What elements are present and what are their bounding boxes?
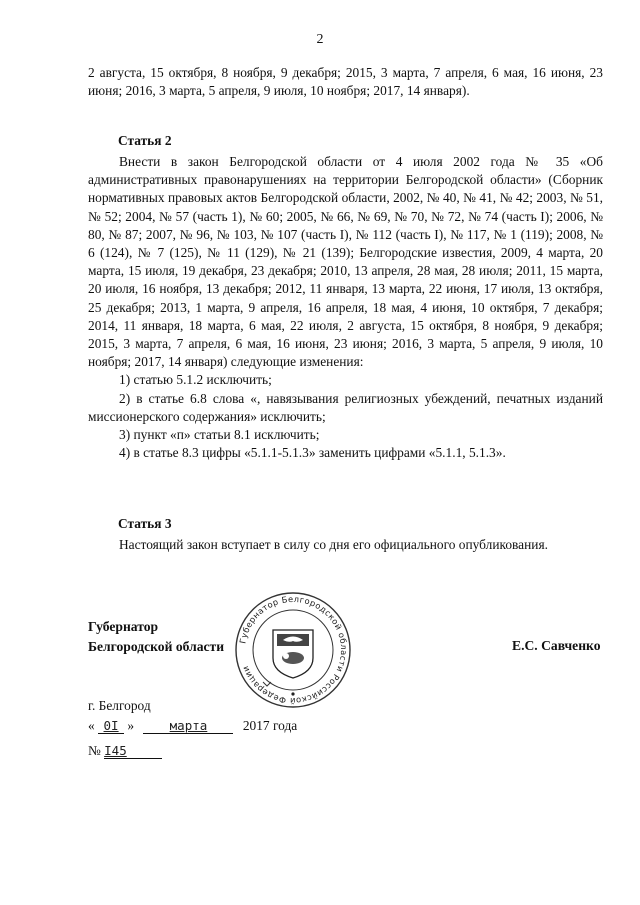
- signatory-name: Е.С. Савченко: [512, 638, 601, 653]
- law-number-value: I45: [104, 743, 162, 759]
- date-day: 0I: [98, 718, 124, 734]
- date-year: 2017 года: [242, 718, 298, 733]
- law-number-prefix: №: [88, 743, 101, 758]
- date-month: марта: [143, 718, 233, 734]
- continued-text: 2 августа, 15 октября, 8 ноября, 9 декабря; 2015, 3 марта, 7 апреля, 6 мая, 16 июня, 23 июня; 2016, 3 марта, 5 апреля, 9 июля, 10 ноября; 2017, 14 января).: [88, 65, 603, 99]
- article-2-heading: Статья 2: [118, 133, 172, 148]
- place-of-signing: г. Белгород: [88, 698, 151, 713]
- continued-paragraph: [88, 64, 603, 100]
- article-2-intro: Внести в закон Белгородской области от 4 июля 2002 года № 35 «Об административных правонарушениях на территории Белгородской области» (Сборник нормативных правовых актов Белгородской области, 2002, № 40, № 41, № 42; 2003, № 51, № 52; 2004, № 57 (часть 1), № 60; 2005, № 66, № 69, № 70, № 72, № 74 (часть I); 2006, № 80, № 87; 2007, № 96, № 103, № 107 (часть I), № 112 (часть I), № 117, № 1 (119); 2008, № 6 (124), № 7 (125), № 11 (129), № 21 (139); Белгородские известия, 2009, 4 марта, 20 марта, 15 июля, 19 декабря, 23 декабря; 2010, 13 апреля, 28 мая, 28 июля; 2011, 15 марта, 20 июля, 16 ноября, 13 декабря; 2012, 11 января, 13 марта, 22 июня, 17 июля, 13 октября, 25 декабря; 2013, 1 марта, 9 апреля, 16 апреля, 18 мая, 4 июня, 10 октября, 7 декабря; 2014, 11 января, 18 марта, 6 мая, 22 июля, 2 августа, 15 октября, 8 ноября, 9 декабря; 2015, 3 марта, 7 апреля, 6 мая, 16 июня, 23 июня; 2016, 3 марта, 5 апреля, 9 июля, 10 ноября; 2017, 14 января) следующие изменения:: [88, 154, 603, 370]
- article-2-item-1: 1) статью 5.1.2 исключить;: [119, 372, 272, 388]
- article-2-item-4: 4) в статье 8.3 цифры «5.1.1-5.1.3» заменить цифрами «5.1.1, 5.1.3».: [119, 445, 506, 461]
- law-number: [88, 743, 162, 759]
- page-number: 2: [316, 32, 324, 47]
- article-2-body: [88, 153, 603, 462]
- article-3-body: [88, 536, 603, 554]
- date-quote-open: «: [88, 718, 95, 733]
- article-3-text: Настоящий закон вступает в силу со дня его официального опубликования.: [119, 537, 548, 552]
- official-seal: [233, 590, 353, 710]
- signatory-title: [88, 617, 224, 657]
- article-2-item-3: 3) пункт «п» статьи 8.1 исключить;: [119, 427, 320, 443]
- coat-of-arms-icon: [263, 630, 313, 696]
- signatory-title-line-2: Белгородской области: [88, 639, 225, 654]
- seal-text: Губернатор Белгородской области Российской Федерации: [237, 593, 350, 707]
- signatory-title-line-1: Губернатор: [88, 619, 159, 634]
- article-2-item-2: 2) в статье 6.8 слова «, навязывания религиозных убеждений, печатных изданий миссионерского содержания» исключить;: [88, 390, 603, 424]
- signing-date: [88, 718, 297, 734]
- svg-text:Губернатор Белгородской област: [237, 594, 349, 706]
- date-quote-close: »: [127, 718, 135, 733]
- article-3-heading: Статья 3: [118, 516, 172, 531]
